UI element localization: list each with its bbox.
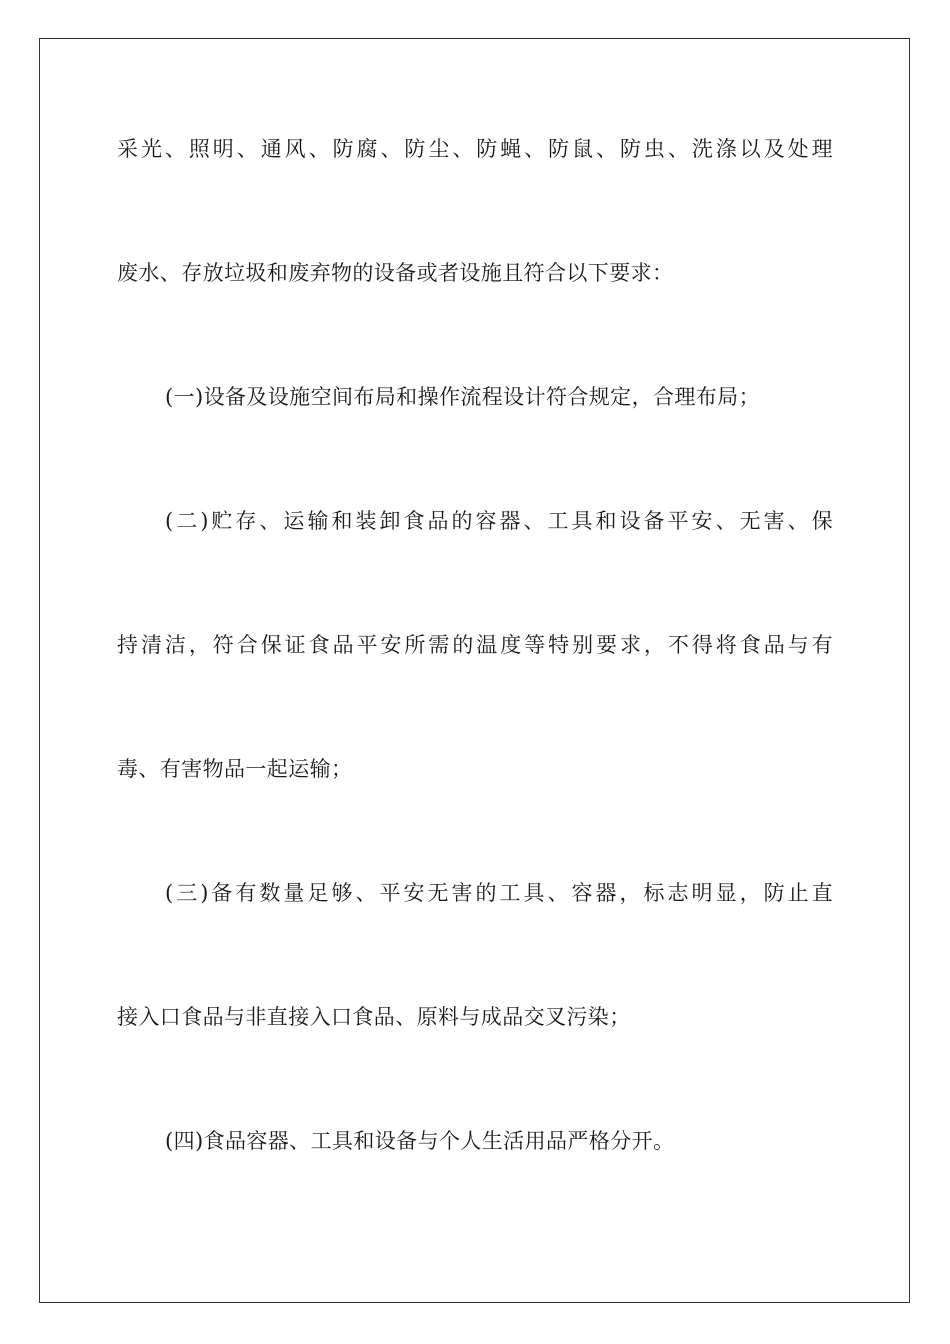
text-line-2: 废水、存放垃圾和废弃物的设备或者设施且符合以下要求： (117, 261, 674, 285)
clause-2-line-2: 持清洁，符合保证食品平安所需的温度等特别要求，不得将食品与有 (117, 633, 833, 657)
clause-1-line: (一)设备及设施空间布局和操作流程设计符合规定，合理布局； (165, 385, 760, 409)
text-line-1: 采光、照明、通风、防腐、防尘、防蝇、防鼠、防虫、洗涤以及处理 (117, 137, 833, 161)
clause-3-line-1: (三)备有数量足够、平安无害的工具、容器，标志明显，防止直 (165, 881, 833, 905)
clause-2-line-3: 毒、有害物品一起运输； (117, 757, 353, 781)
clause-3-line-2: 接入口食品与非直接入口食品、原料与成品交叉污染； (117, 1005, 631, 1029)
clause-2-line-1: (二)贮存、运输和装卸食品的容器、工具和设备平安、无害、保 (165, 509, 833, 533)
page-border (39, 38, 910, 1303)
clause-4-line: (四)食品容器、工具和设备与个人生活用品严格分开。 (165, 1129, 675, 1153)
